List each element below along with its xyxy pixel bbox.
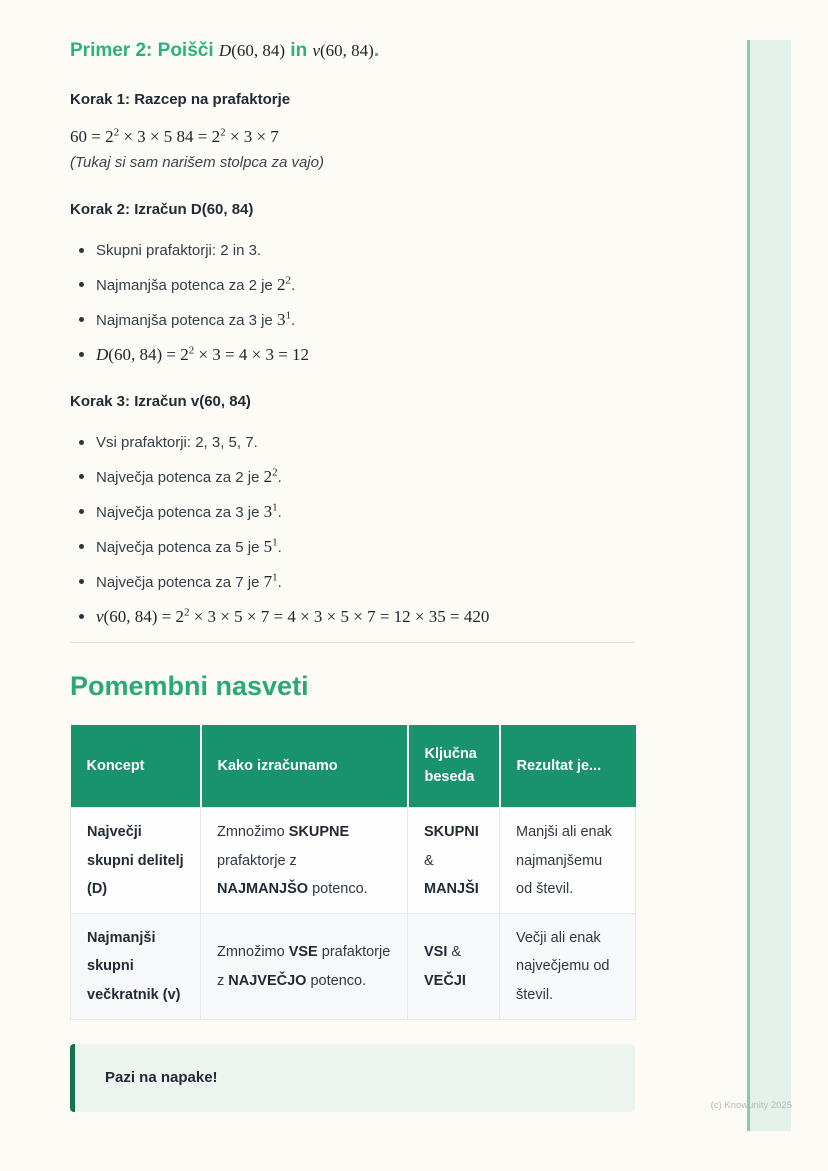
list-item: Največja potenca za 2 je $2^2$.: [70, 466, 635, 488]
list-item-formula: D(60, $84) = 2^2 \times 3 = 4 \times 3 = 12$: [70, 344, 635, 366]
list-item: Največja potenca za 7 je $7^1$.: [70, 571, 635, 593]
cell-concept: Najmanjši skupni večkratnik (v): [71, 914, 201, 1020]
list-item-formula: v(60, $84) = 2^2 \times 3 \times 5 \times 7 = 4 \times 3 \times 5 \times 7 = 12 \times 35 = 420$: [70, 606, 635, 628]
step-2-heading: Korak 2: Izračun D(60, 84): [70, 201, 254, 218]
list-item: Vsi prafaktorji: 2, 3, 5, 7.: [70, 432, 635, 453]
factorization-formula: $60 = 2^2 \times 3 \times 5$ $84 = 2^2 \times 3 \times 7$: [70, 126, 279, 146]
cell-how: Zmnožimo SKUPNE prafaktorje z NAJMANJŠO potenco.: [201, 808, 408, 914]
title-math-v: v(60, 84): [312, 41, 374, 60]
cell-concept: Največji skupni delitelj (D): [71, 808, 201, 914]
column-header-result: Rezultat je...: [500, 725, 636, 808]
title-math-d: D(60, 84): [218, 41, 286, 60]
cell-keyword: SKUPNI & MANJŠI: [408, 808, 500, 914]
column-header-how: Kako izračunamo: [201, 725, 408, 808]
cell-keyword: VSI & VEČJI: [408, 914, 500, 1020]
cell-result: Večji ali enak največjemu od števil.: [500, 914, 636, 1020]
cell-how: Zmnožimo VSE prafaktorje z NAJVEČJO potenco.: [201, 914, 408, 1020]
document-content: [70, 0, 635, 1112]
warning-callout: [70, 1044, 635, 1112]
table-header-row: [71, 725, 636, 808]
list-item: Največja potenca za 3 je $3^1$.: [70, 501, 635, 523]
column-header-concept: Koncept: [71, 725, 201, 808]
step-1-heading: Korak 1: Razcep na prafaktorje: [70, 91, 291, 108]
practice-note: (Tukaj si sam narišem stolpca za vajo): [70, 154, 324, 171]
step-3-heading: Korak 3: Izračun v(60, 84): [70, 393, 251, 410]
page-title: [70, 38, 635, 64]
warning-callout-title: Pazi na napake!: [105, 1068, 218, 1086]
copyright-notice: (c) Knowunity 2025: [710, 1100, 792, 1111]
table-row: [71, 914, 636, 1020]
step-3-list: [70, 432, 635, 628]
column-header-keyword: Ključna beseda: [408, 725, 500, 808]
title-text-green: Primer 2: Poišči: [70, 40, 219, 61]
tips-section-heading: Pomembni nasveti: [70, 671, 309, 701]
list-item: Najmanjša potenca za 3 je $3^1$.: [70, 309, 635, 331]
list-item: Največja potenca za 5 je $5^1$.: [70, 536, 635, 558]
table-row: [71, 808, 636, 914]
right-accent-strip: [747, 40, 791, 1131]
title-text-in: in: [285, 40, 313, 61]
step-2-list: [70, 240, 635, 366]
cell-result: Manjši ali enak najmanjšemu od števil.: [500, 808, 636, 914]
list-item: Najmanjša potenca za 2 je $2^2$.: [70, 274, 635, 296]
list-item: Skupni prafaktorji: 2 in 3.: [70, 240, 635, 261]
title-period: .: [373, 40, 380, 61]
tips-table: [70, 725, 636, 1020]
section-divider: [70, 642, 635, 643]
